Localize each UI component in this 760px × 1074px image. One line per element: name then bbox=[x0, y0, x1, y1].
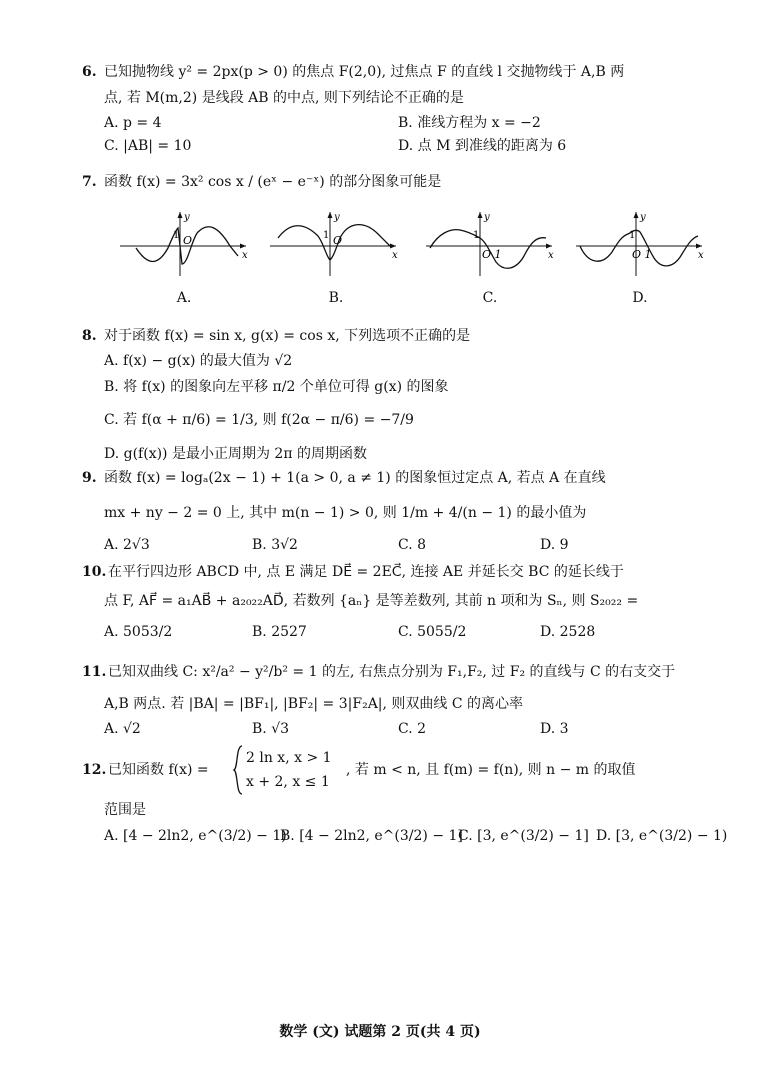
q7-graph-c-label: C. bbox=[482, 290, 498, 306]
q10-number: 10. bbox=[82, 564, 107, 580]
q9-text-line2: mx + ny − 2 = 0 上, 其中 m(n − 1) > 0, 则 1/m + 4/(n − 1) 的最小值为 bbox=[104, 505, 587, 521]
q7-graph-b-x-label: x bbox=[392, 250, 398, 261]
q7-graph-d-origin: O 1 bbox=[632, 248, 652, 261]
q11-text-line1: 已知双曲线 C: x²/a² − y²/b² = 1 的左, 右焦点分别为 F₁,F₂, 过 F₂ 的直线与 C 的右支交于 bbox=[108, 664, 676, 680]
q10-option-a: A. 5053/2 bbox=[104, 624, 173, 640]
q8-option-c: C. 若 f(α + π/6) = 1/3, 则 f(2α − π/6) = −7/9 bbox=[104, 412, 414, 428]
q7-text: 函数 f(x) = 3x² cos x / (eˣ − e⁻ˣ) 的部分图象可能是 bbox=[104, 174, 442, 190]
q8-option-a: A. f(x) − g(x) 的最大值为 √2 bbox=[104, 353, 293, 369]
q10-text-line1: 在平行四边形 ABCD 中, 点 E 满足 DE⃗ = 2EC⃗, 连接 AE 并延长交 BC 的延长线于 bbox=[108, 564, 624, 580]
q7-graph-a-y-label: y bbox=[184, 212, 190, 223]
q11-text-line2: A,B 两点. 若 |BA| = |BF₁|, |BF₂| = 3|F₂A|, 则双曲线 C 的离心率 bbox=[104, 696, 524, 712]
q7-graph-b-tick: 1 bbox=[323, 230, 330, 241]
q12-option-c: C. [3, e^(3/2) − 1] bbox=[458, 828, 589, 844]
q7-graph-d bbox=[574, 208, 706, 278]
q10-text-line2: 点 F, AF⃗ = a₁AB⃗ + a₂₀₂₂AD⃗, 若数列 {aₙ} 是等差数列, 其前 n 项和为 Sₙ, 则 S₂₀₂₂ = bbox=[104, 593, 639, 609]
q12-option-d: D. [3, e^(3/2) − 1) bbox=[596, 828, 728, 844]
q9-option-b: B. 3√2 bbox=[252, 537, 298, 553]
q11-option-c: C. 2 bbox=[398, 721, 427, 737]
q9-option-c: C. 8 bbox=[398, 537, 427, 553]
q7-number: 7. bbox=[82, 174, 97, 190]
q6-option-d: D. 点 M 到准线的距离为 6 bbox=[398, 138, 567, 154]
q12-text-line2: 范围是 bbox=[104, 802, 146, 818]
q10-option-b: B. 2527 bbox=[252, 624, 307, 640]
q6-option-a: A. p = 4 bbox=[104, 115, 162, 131]
q8-option-d: D. g(f(x)) 是最小正周期为 2π 的周期函数 bbox=[104, 446, 367, 462]
q12-case2: x + 2, x ≤ 1 bbox=[246, 774, 330, 790]
q11-option-d: D. 3 bbox=[540, 721, 569, 737]
q7-graph-a bbox=[118, 208, 250, 278]
q6-option-b: B. 准线方程为 x = −2 bbox=[398, 115, 541, 131]
q7-graph-c-origin: O 1 bbox=[482, 248, 502, 261]
q7-graph-d-y-label: y bbox=[640, 212, 646, 223]
page-footer: 数学 (文) 试题第 2 页(共 4 页) bbox=[279, 1024, 481, 1040]
q11-option-a: A. √2 bbox=[104, 721, 141, 737]
q6-text-line1: 已知抛物线 y² = 2px(p > 0) 的焦点 F(2,0), 过焦点 F 的直线 l 交抛物线于 A,B 两 bbox=[104, 64, 625, 80]
q9-text-line1: 函数 f(x) = logₐ(2x − 1) + 1(a > 0, a ≠ 1) 的图象恒过定点 A, 若点 A 在直线 bbox=[104, 470, 606, 486]
q12-option-b: B. [4 − 2ln2, e^(3/2) − 1] bbox=[280, 828, 463, 844]
q7-graph-a-origin: O bbox=[183, 234, 193, 247]
q7-graph-d-label: D. bbox=[632, 290, 648, 306]
q7-graph-b-y-label: y bbox=[334, 212, 340, 223]
q7-graph-c-x-label: x bbox=[548, 250, 554, 261]
q12-option-a: A. [4 − 2ln2, e^(3/2) − 1) bbox=[104, 828, 287, 844]
q9-option-d: D. 9 bbox=[540, 537, 569, 553]
q9-option-a: A. 2√3 bbox=[104, 537, 150, 553]
q6-number: 6. bbox=[82, 64, 97, 80]
q9-number: 9. bbox=[82, 470, 97, 486]
q7-graph-d-x-label: x bbox=[698, 250, 704, 261]
q7-graph-c bbox=[424, 208, 556, 278]
q7-graph-a-x-label: x bbox=[242, 250, 248, 261]
q7-graph-a-tick: 1 bbox=[173, 230, 180, 241]
q7-graph-c-y-label: y bbox=[484, 212, 490, 223]
q12-number: 12. bbox=[82, 762, 107, 778]
q6-text-line2: 点, 若 M(m,2) 是线段 AB 的中点, 则下列结论不正确的是 bbox=[104, 90, 464, 106]
q10-option-d: D. 2528 bbox=[540, 624, 596, 640]
q12-text-line1a: 已知函数 f(x) = bbox=[108, 762, 209, 778]
q11-option-b: B. √3 bbox=[252, 721, 290, 737]
q12-case1: 2 ln x, x > 1 bbox=[246, 750, 332, 766]
q11-number: 11. bbox=[82, 664, 107, 680]
q6-option-c: C. |AB| = 10 bbox=[104, 138, 192, 154]
q10-option-c: C. 5055/2 bbox=[398, 624, 467, 640]
q7-graph-a-label: A. bbox=[176, 290, 192, 306]
q7-graph-b-origin: O bbox=[333, 234, 343, 247]
q7-graph-b-label: B. bbox=[328, 290, 344, 306]
q7-graph-b bbox=[268, 208, 400, 278]
q7-graph-c-tick: 1 bbox=[473, 230, 480, 241]
q8-number: 8. bbox=[82, 328, 97, 344]
q8-option-b: B. 将 f(x) 的图象向左平移 π/2 个单位可得 g(x) 的图象 bbox=[104, 379, 449, 395]
q12-brace bbox=[232, 744, 244, 796]
q8-text: 对于函数 f(x) = sin x, g(x) = cos x, 下列选项不正确的是 bbox=[104, 328, 471, 344]
q7-graph-d-tick: 1 bbox=[629, 230, 636, 241]
q12-text-line1b: , 若 m < n, 且 f(m) = f(n), 则 n − m 的取值 bbox=[346, 762, 636, 778]
